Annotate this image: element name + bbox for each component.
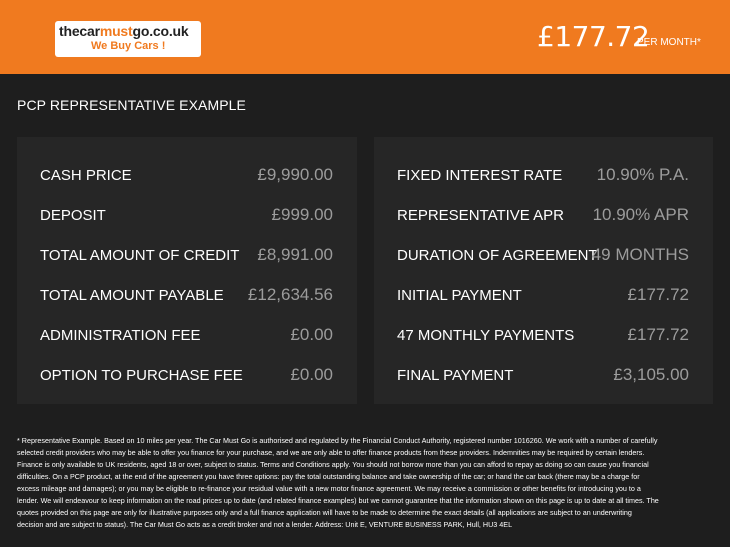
row-value: £999.00 — [271, 205, 333, 224]
row-value: 49 MONTHS — [591, 245, 689, 264]
row-value: 10.90% P.A. — [596, 165, 689, 184]
logo-wordmark — [59, 23, 188, 39]
finance-row — [17, 365, 357, 389]
row-label: TOTAL AMOUNT PAYABLE — [40, 287, 224, 304]
finance-panel-right — [374, 137, 713, 404]
row-value: £3,105.00 — [613, 365, 689, 384]
row-value: £0.00 — [290, 325, 333, 344]
finance-panel-left — [17, 137, 357, 404]
finance-row — [17, 245, 357, 269]
row-label: 47 MONTHLY PAYMENTS — [397, 327, 575, 344]
logo-suffix: go.co.uk — [132, 23, 189, 39]
row-value: £12,634.56 — [247, 285, 333, 304]
row-label: TOTAL AMOUNT OF CREDIT — [40, 247, 240, 264]
finance-row — [374, 325, 713, 349]
finance-row — [374, 365, 713, 389]
row-label: REPRESENTATIVE APR — [397, 207, 564, 224]
disclaimer-text: * Representative Example. Based on 10 miles per year. The Car Must Go is authorised and regulated by the Financial Conduct Authority, registered number 1016260. We work with a number of carefully selected credit providers who may be able to offer you finance for your purchase, and we are only able to offer finance products from these providers. Indemnities may be required by certain lenders. Finance is only available to UK residents, aged 18 or over, subject to status. Terms and Conditions apply. You should not borrow more than you can afford to repay as doing so can cause you financial difficulties. On a PCP product, at the end of the agreement you have three options: pay the total outstanding balance and take ownership of the car; or hand the car back (there may be a charge for excess mileage and damages); or you may be eligible to re-finance your residual value with a new motor finance agreement. We may receive a commission or other benefits for introducing you to a lender. We will endeavour to keep information on the road prices up to date (and related finance examples) but we cannot guarantee that the information shown on this page is up to date at all times. The quotes provided on this page are only for illustrative purposes only and a full finance application will have to be made to determine the exact details (all applications are subject to an underwriting decision and are subject to status). The Car Must Go acts as a credit broker and not a lender. Address: Unit E, VENTURE BUSINESS PARK, Hull, HU3 4EL — [17, 436, 659, 529]
row-label: FIXED INTEREST RATE — [397, 167, 563, 184]
section-title: PCP REPRESENTATIVE EXAMPLE — [17, 97, 246, 113]
finance-row — [374, 245, 713, 269]
finance-row — [17, 205, 357, 229]
row-label: DURATION OF AGREEMENT — [397, 247, 598, 264]
finance-row — [17, 165, 357, 189]
finance-row — [17, 285, 357, 309]
header-bar — [0, 0, 730, 74]
finance-row — [374, 165, 713, 189]
finance-row — [17, 325, 357, 349]
row-value: £8,991.00 — [257, 245, 333, 264]
row-label: FINAL PAYMENT — [397, 367, 514, 384]
per-month-label: PER MONTH* — [637, 37, 701, 48]
row-value: £177.72 — [627, 325, 689, 344]
row-value: 10.90% APR — [592, 205, 689, 224]
brand-logo[interactable] — [55, 21, 201, 57]
row-label: OPTION TO PURCHASE FEE — [40, 367, 243, 384]
row-value: £9,990.00 — [257, 165, 333, 184]
row-value: £177.72 — [627, 285, 689, 304]
row-label: INITIAL PAYMENT — [397, 287, 522, 304]
monthly-price: £177.72 — [537, 20, 650, 53]
row-label: CASH PRICE — [40, 167, 132, 184]
row-label: DEPOSIT — [40, 207, 106, 224]
finance-row — [374, 205, 713, 229]
logo-prefix: thecar — [59, 23, 100, 39]
finance-row — [374, 285, 713, 309]
row-label: ADMINISTRATION FEE — [40, 327, 201, 344]
row-value: £0.00 — [290, 365, 333, 384]
logo-tagline: We Buy Cars ! — [91, 40, 166, 52]
logo-accent: must — [99, 23, 133, 39]
